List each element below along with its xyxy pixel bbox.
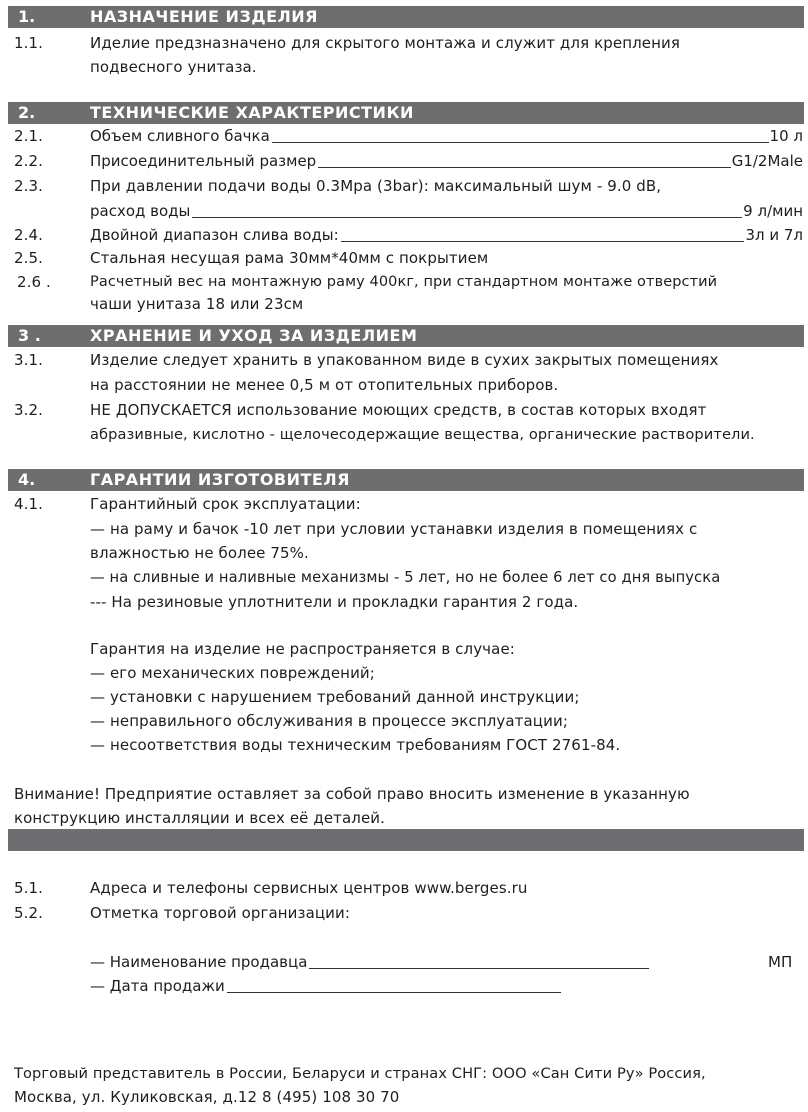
item-text: --- На резиновые уплотнители и прокладки гарантия 2 года. xyxy=(90,593,579,611)
spec-row xyxy=(90,223,803,248)
item-text: Изделие следует хранить в упакованном виде в сухих закрытых помещениях xyxy=(90,351,719,369)
section-3-header xyxy=(8,325,804,347)
notice-text: конструкцию инсталляции и всех её деталей. xyxy=(14,809,386,827)
leader-line xyxy=(318,149,731,168)
spec-label: Объем сливного бачка xyxy=(90,127,270,145)
leader-line xyxy=(272,124,769,143)
leader-line xyxy=(227,974,561,993)
spec-label: расход воды xyxy=(90,202,191,220)
spec-value: 10 л xyxy=(769,127,803,145)
spec-row xyxy=(90,149,803,174)
section-title: НАЗНАЧЕНИЕ ИЗДЕЛИЯ xyxy=(90,7,318,26)
leader-line xyxy=(309,950,649,969)
section-title: ХРАНЕНИЕ И УХОД ЗА ИЗДЕЛИЕМ xyxy=(90,326,418,345)
notice-text: Внимание! Предприятие оставляет за собой право вносить изменение в указанную xyxy=(14,785,690,803)
section-number: 4. xyxy=(18,470,36,489)
section-number: 1. xyxy=(18,7,36,26)
item-text: Гарантия на изделие не распространяется в случае: xyxy=(90,640,515,658)
section-5-header xyxy=(8,829,804,851)
item-text: Адреса и телефоны сервисных центров www.berges.ru xyxy=(90,879,528,897)
footer-text: Москва, ул. Куликовская, д.12 8 (495) 108 30 70 xyxy=(14,1088,400,1106)
seller-name-label: — Наименование продавца xyxy=(90,953,308,971)
item-text: подвесного унитаза. xyxy=(90,58,257,76)
leader-line xyxy=(192,199,742,218)
item-text: — на раму и бачок -10 лет при условии устанавки изделия в помещениях с xyxy=(90,520,698,538)
item-number: 2.1. xyxy=(14,127,44,145)
footer-text: Торговый представитель в России, Беларуси и странах СНГ: ООО «Сан Сити Ру» Россия, xyxy=(14,1065,706,1082)
item-number: 2.5. xyxy=(14,249,44,267)
section-4-header xyxy=(8,469,804,491)
section-number: 2. xyxy=(18,103,36,122)
item-text: Отметка торговой организации: xyxy=(90,904,351,922)
item-number: 3.2. xyxy=(14,401,44,419)
item-text: — установки с нарушением требований данной инструкции; xyxy=(90,688,580,706)
item-text: на расстоянии не менее 0,5 м от отопительных приборов. xyxy=(90,376,559,394)
leader-line xyxy=(341,223,745,242)
item-number: 2.2. xyxy=(14,152,44,170)
sale-date-label: — Дата продажи xyxy=(90,977,225,995)
seller-name-field[interactable] xyxy=(90,950,650,975)
spec-value: G1/2Male xyxy=(731,152,803,170)
item-number: 5.1. xyxy=(14,879,44,897)
spec-row xyxy=(90,124,803,149)
seal-mark: МП xyxy=(768,953,793,971)
item-number: 2.6 . xyxy=(17,273,51,291)
spec-row xyxy=(90,199,803,224)
item-text: При давлении подачи воды 0.3Mpa (3bar): максимальный шум - 9.0 dB, xyxy=(90,177,662,195)
item-text: НЕ ДОПУСКАЕТСЯ использование моющих средств, в состав которых входят xyxy=(90,401,707,419)
item-text: Стальная несущая рама 30мм*40мм с покрытием xyxy=(90,249,489,267)
item-number: 4.1. xyxy=(14,495,44,513)
item-text: — на сливные и наливные механизмы - 5 лет, но не более 6 лет со дня выпуска xyxy=(90,569,721,586)
item-text: влажностью не более 75%. xyxy=(90,544,309,562)
spec-value: 9 л/мин xyxy=(743,202,803,220)
spec-label: Присоединительный размер xyxy=(90,152,317,170)
item-number: 5.2. xyxy=(14,904,44,922)
item-text: абразивные, кислотно - щелочесодержащие вещества, органические растворители. xyxy=(90,426,755,443)
item-text: чаши унитаза 18 или 23см xyxy=(90,295,304,313)
item-number: 2.3. xyxy=(14,177,44,195)
spec-value: 3л и 7л xyxy=(745,226,803,244)
section-number: 3 . xyxy=(18,326,41,345)
item-number: 1.1. xyxy=(14,34,44,52)
section-2-header xyxy=(8,102,804,124)
item-text: — неправильного обслуживания в процессе эксплуатации; xyxy=(90,712,568,730)
item-text: Расчетный вес на монтажную раму 400кг, при стандартном монтаже отверстий xyxy=(90,274,718,290)
item-text: Иделие предзназначено для скрытого монтажа и служит для крепления xyxy=(90,34,680,52)
spec-label: Двойной диапазон слива воды: xyxy=(90,226,339,244)
item-text: Гарантийный срок эксплуатации: xyxy=(90,495,361,513)
item-text: — несоответствия воды техническим требованиям ГОСТ 2761-84. xyxy=(90,736,621,754)
item-number: 3.1. xyxy=(14,351,44,369)
sale-date-field[interactable] xyxy=(90,974,562,999)
section-title: ГАРАНТИИ ИЗГОТОВИТЕЛЯ xyxy=(90,470,350,489)
item-text: — его механических повреждений; xyxy=(90,664,375,682)
section-title: ТЕХНИЧЕСКИЕ ХАРАКТЕРИСТИКИ xyxy=(90,103,414,122)
section-1-header xyxy=(8,6,804,28)
item-number: 2.4. xyxy=(14,226,44,244)
